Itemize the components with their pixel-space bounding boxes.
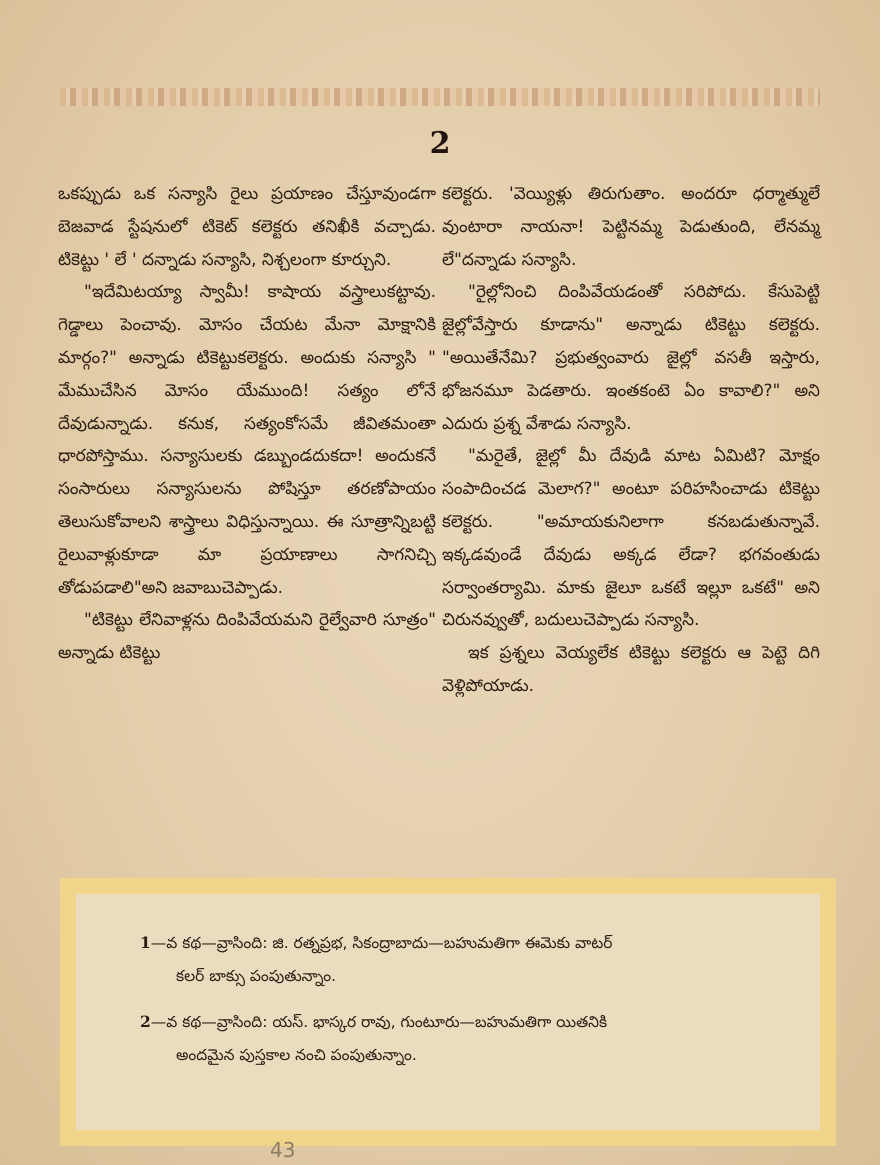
decorative-border [60,88,820,106]
prize-announcement-box [60,878,836,1146]
prize-number: 2 [140,1012,151,1031]
prize-entry-1 [140,926,786,993]
story-column-right [442,178,820,703]
story-paragraph: "ఇదేమిటయ్యా స్వామీ! కాషాయ వస్త్రాలుకట్టావు. గెడ్డాలు పెంచావు. మోసం చేయట మేనా మోక్షానికి మార్గం?" అన్నాడు టికెట్టుకలెక్టరు. అందుకు సన్యాసి " మేముచేసిన మోసం యేముంది! సత్యం లోనే దేవుడున్నాడు. కనుక, సత్యంకోసమే జీవితమంతా ధారపోస్తాము. సన్యాసులకు డబ్బుండదుకదా! అందుకనే సంసారులు సన్యాసులను పోషిస్తూ తరణోపాయం తెలుసుకోవాలని శాస్త్రాలు విధిస్తున్నాయి. ఈ సూత్రాన్నిబట్టి రైలువాళ్లుకూడా మా ప్రయాణాలు సాగనిచ్చి తోడుపడాలి"అని జవాబుచెప్పాడు. [58,282,436,598]
story-paragraph: ఇక ప్రశ్నలు వెయ్యలేక టికెట్టు కలెక్టరు ఆ పెట్టె దిగి వెళ్లిపోయాడు. [442,643,820,696]
prize-announcement-inner [76,894,820,1130]
story-paragraph: ఒకప్పుడు ఒక సన్యాసి రైలు ప్రయాణం చేస్తూవుండగా బెజవాడ స్టేషనులో టికెట్ కలెక్టరు తనిఖీకి వచ్చాడు. టికెట్టు ' లే ' దన్నాడు సన్యాసి, నిశ్చలంగా కూర్చుని. [58,184,436,270]
story-paragraph: కలెక్టరు. 'వెయ్యిళ్లు తిరుగుతాం. అందరూ ధర్మాత్ములే వుంటారా నాయనా! పెట్టినమ్మ పెడుతుంది, లేనమ్మ లే"దన్నాడు సన్యాసి. [442,184,820,270]
story-paragraph: "రైల్లోనించి దింపివేయడంతో సరిపోదు. కేసుపెట్టి జైల్లోవేస్తారు కూడాను" అన్నాడు టికెట్టు కలెక్టరు. "అయితేనేమి? ప్రభుత్వంవారు జైల్లో వసతీ ఇస్తారు, భోజనమూ పెడతారు. ఇంతకంటె ఏం కావాలి?" అని ఎదురు ప్రశ్న వేశాడు సన్యాసి. [442,282,820,434]
prize-entry-2 [140,1005,786,1072]
prize-text: —వ కథ—వ్రాసింది: యస్. భాస్కర రావు, గుంటూరు—బహుమతిగా యితనికి [150,1013,608,1031]
page-number: 2 [429,126,451,161]
story-column-left [58,178,436,670]
folio-mark: 43 [270,1138,296,1162]
prize-number: 1 [140,933,151,952]
prize-text-continued: కలర్ బాక్సు పంపుతున్నాం. [176,967,337,985]
prize-text: —వ కథ—వ్రాసింది: జి. రత్నప్రభ, సికంద్రాబాదు—బహుమతిగా ఈమెకు వాటర్ [150,934,613,952]
story-paragraph: "టికెట్టు లేనివాళ్లను దింపివేయమని రైల్వేవారి సూత్రం" అన్నాడు టికెట్టు [58,610,436,664]
prize-text-continued: అందమైన పుస్తకాల నంచి పంపుతున్నాం. [176,1046,417,1064]
story-paragraph: "మరైతే, జైల్లో మీ దేవుడి మాట ఏమిటి? మోక్షం సంపాదించడ మెలాగ?" అంటూ పరిహసించాడు టికెట్టు కలెక్టరు. "అమాయకునిలాగా కనబడుతున్నావే. ఇక్కడవుండే దేవుడు అక్కడ లేడా? భగవంతుడు సర్వాంతర్యామి. మాకు జైలూ ఒకటే ఇల్లూ ఒకటే" అని చిరునవ్వుతో, బదులుచెప్పాడు సన్యాసి. [442,446,820,631]
